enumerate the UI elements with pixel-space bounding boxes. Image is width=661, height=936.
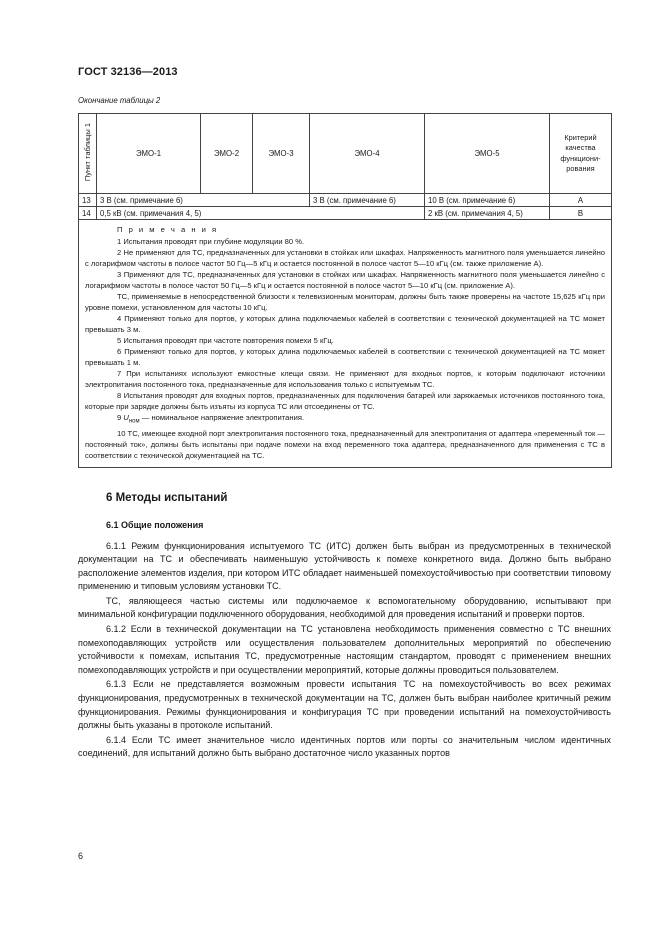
paragraph: 6.1.4 Если ТС имеет значительное число идентичных портов или порты со значительным числом идентичных соединений, для испытаний должно быть выбрано достаточное число указанных портов bbox=[78, 734, 611, 759]
note-item: 8 Испытания проводят для входных портов, предназначенных для подключения батарей или заряжаемых источников постоянного тока, которые при зарядке должны быть изъяты из корпуса ТС или отсоединены от ТС. bbox=[85, 391, 605, 411]
section-body bbox=[78, 540, 611, 762]
table-row bbox=[79, 207, 612, 220]
header-emo4: ЭМО-4 bbox=[310, 114, 425, 194]
page-number: 6 bbox=[78, 851, 84, 861]
row-criterion: A bbox=[550, 194, 612, 207]
document-header: ГОСТ 32136—2013 bbox=[78, 66, 178, 78]
row-criterion: B bbox=[550, 207, 612, 220]
row-emo5-value: 10 В (см. примечание 6) bbox=[425, 194, 550, 207]
notes-title: П р и м е ч а н и я bbox=[117, 225, 219, 234]
header-emo5: ЭМО-5 bbox=[425, 114, 550, 194]
table-caption: Окончание таблицы 2 bbox=[78, 96, 161, 105]
table-notes bbox=[79, 220, 612, 468]
note-item: 5 Испытания проводят при частоте повторения помехи 5 кГц. bbox=[117, 336, 334, 345]
subsection-title: 6.1 Общие положения bbox=[106, 519, 204, 530]
row-emo4-value: 3 В (см. примечание 6) bbox=[310, 194, 425, 207]
header-criterion: Критерий качества функциони- рования bbox=[550, 114, 612, 194]
note-item: 3 Применяют для ТС, предназначенных для установки в стойках или шкафах. Напряженность магнитного поля уменьшается линейно с логарифмом частоты в полосе частот 50 Гц—5 кГц и остается постоянной в полосе частот 5—10 кГц (см. приложение А). bbox=[85, 270, 605, 290]
note-item: 7 При испытаниях используют емкостные клещи связи. Не применяют для входных портов, к которым подключают источники электропитания постоянного тока, предназначенные для использования только с испытуемым ТС. bbox=[85, 369, 605, 389]
table-header-row bbox=[79, 114, 612, 194]
note-item: ТС, применяемые в непосредственной близости к телевизионным мониторам, должны быть также проверены на частоте 15,625 кГц при уровне помехи, установленном для частоты 10 кГц. bbox=[85, 292, 605, 312]
header-item-number: Пункт таблицы 1 bbox=[79, 114, 97, 194]
header-emo2: ЭМО-2 bbox=[201, 114, 253, 194]
emc-test-table bbox=[78, 113, 612, 468]
header-emo1: ЭМО-1 bbox=[97, 114, 201, 194]
note-item: 10 ТС, имеющее входной порт электропитания постоянного тока, предназначенный для электропитания от адаптера «переменный ток — постоянный ток», должны быть испытаны при подаче помехи на вход переменного тока адаптера, предназначенного для применения с ТС в соответствии с технической документацией на ТС. bbox=[85, 428, 606, 460]
row-emo123-value: 3 В (см. примечание 6) bbox=[97, 194, 310, 207]
paragraph: ТС, являющееся частью системы или подключаемое к вспомогательному оборудованию, испытывают при минимальной конфигурации подключенного оборудования, необходимой для проведения испытаний и проверки портов. bbox=[78, 595, 611, 620]
table-notes-row bbox=[79, 220, 612, 468]
row-emo5-value: 2 кВ (см. примечания 4, 5) bbox=[425, 207, 550, 220]
note-item: 1 Испытания проводят при глубине модуляции 80 %. bbox=[117, 237, 305, 246]
paragraph: 6.1.1 Режим функционирования испытуемого ТС (ИТС) должен быть выбран из предусмотренных в технической документации на ТС и обеспечивать наименьшую устойчивость к помехе конкретного вида. Должно быть выбрано расположение элементов изделия, при котором ИТС обладает наименьшей помехоустойчивостью при соответствии типовому применению и типовым условиям установки ТС. bbox=[78, 540, 611, 592]
header-emo3: ЭМО-3 bbox=[253, 114, 310, 194]
note-item: 4 Применяют только для портов, у которых длина подключаемых кабелей в соответствии с технической документацией на ТС может превышать 3 м. bbox=[85, 314, 605, 334]
row-number: 13 bbox=[79, 194, 97, 207]
row-number: 14 bbox=[79, 207, 97, 220]
note-item-9: 9 $U_{ном}$ — номинальное напряжение электропитания. bbox=[117, 413, 305, 425]
paragraph: 6.1.2 Если в технической документации на ТС установлена необходимость применения совместно с ТС внешних помехоподавляющих устройств или осуществления пользователем дополнительных мероприятий по обеспечению устойчивости к помехам, испытания ТС, предусмотренные настоящим стандартом, проводят с применением внешних помехоподавляющих устройств и при осуществлении мероприятий, которые должны проводиться пользователем. bbox=[78, 624, 611, 675]
row-emo1234-value: 0,5 кВ (см. примечания 4, 5) bbox=[97, 207, 425, 220]
note-item: 2 Не применяют для ТС, предназначенных для установки в стойках или шкафах. Напряженность магнитного поля уменьшается линейно с логарифмом частоты в полосе частот 50 Гц—5 кГц и остается постоянной в полосе частот 5—10 кГц (см. также приложение А). bbox=[85, 248, 605, 268]
note-item: 6 Применяют только для портов, у которых длина подключаемых кабелей в соответствии с технической документацией на ТС может превышать 1 м. bbox=[85, 347, 605, 367]
paragraph: 6.1.3 Если не представляется возможным провести испытания ТС на помехоустойчивость во всех режимах функционирования, предусмотренных в технической документации на ТС, должен быть выбран наиболее критичный режим функционирования. Режимы функционирования и конфигурация ТС при проведении испытаний на помехоустойчивость должны быть указаны в протоколе испытаний. bbox=[78, 679, 611, 731]
section-title: 6 Методы испытаний bbox=[106, 491, 228, 504]
table-row bbox=[79, 194, 612, 207]
